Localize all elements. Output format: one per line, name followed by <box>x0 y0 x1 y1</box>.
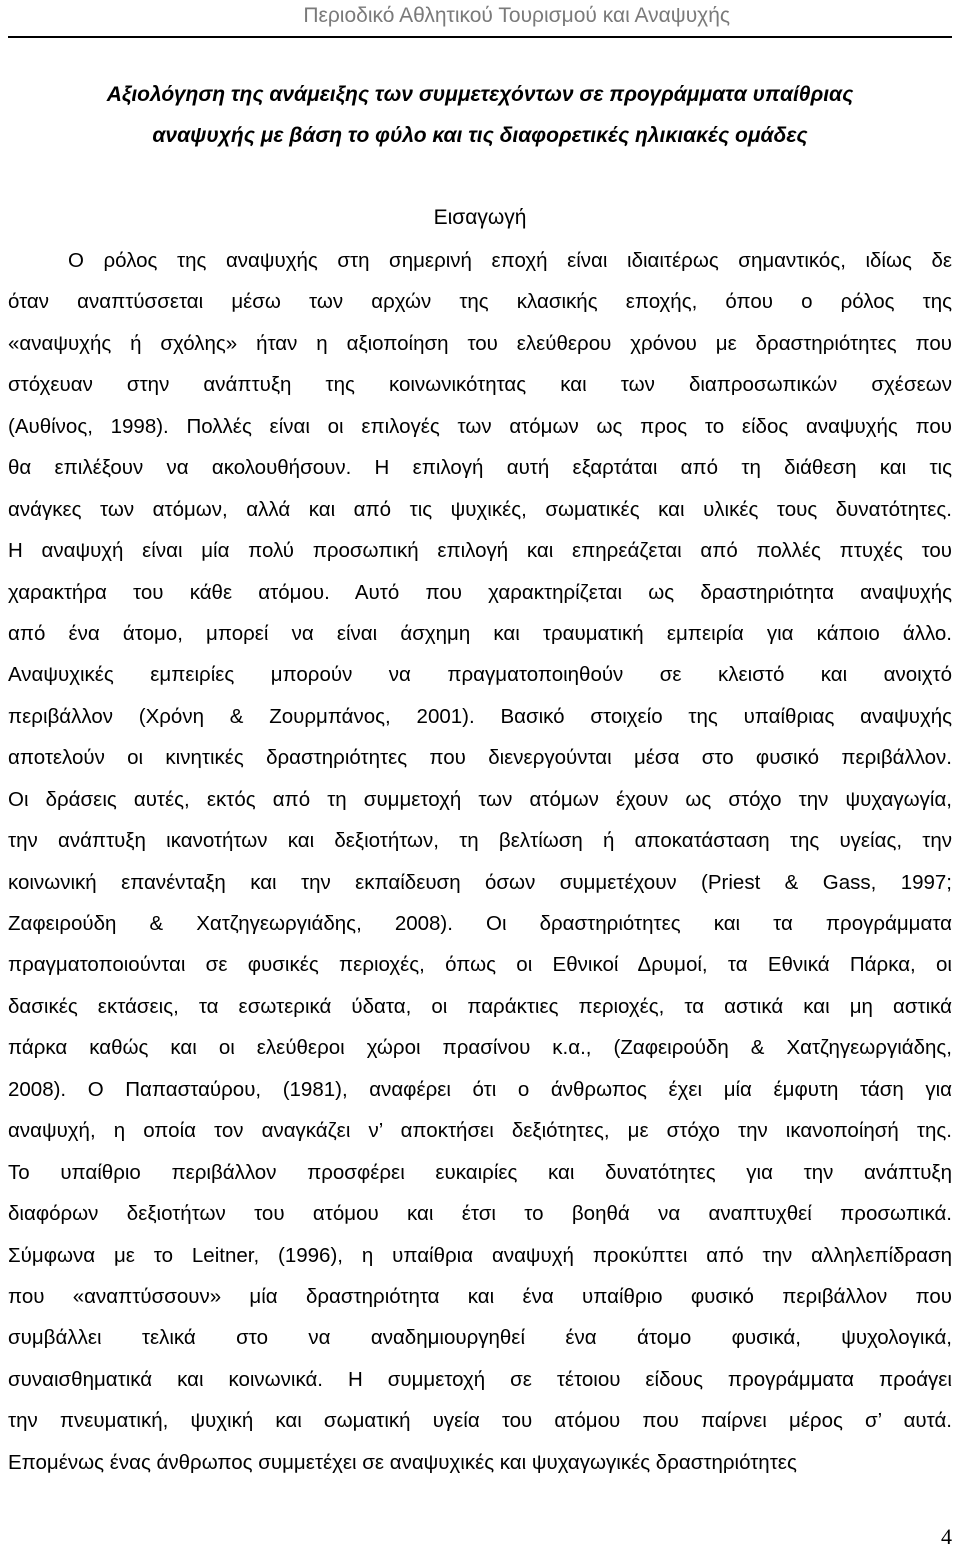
body-line: 2008). Ο Παπασταύρου, (1981), αναφέρει ότι ο άνθρωπος έχει μία έμφυτη τάση για <box>8 1077 952 1101</box>
body-line: Η αναψυχή είναι μία πολύ προσωπική επιλογή και επηρεάζεται από πολλές πτυχές του <box>8 539 952 563</box>
article-title-line: Αξιολόγηση της ανάμειξης των συμμετεχόντων σε προγράμματα υπαίθριας <box>106 83 854 106</box>
body-line: κοινωνική επανένταξη και την εκπαίδευση όσων συμμετέχουν (Priest & Gass, 1997; <box>8 870 952 894</box>
body-line: Οι δράσεις αυτές, εκτός από τη συμμετοχή των ατόμων έχουν ως στόχο την ψυχαγωγία, <box>8 787 952 811</box>
body-line: από ένα άτομο, μπορεί να είναι άσχημη και τραυματική εμπειρία για κάποιο άλλο. <box>8 621 952 645</box>
body-line: πραγματοποιούνται σε φυσικές περιοχές, όπως οι Εθνικοί Δρυμοί, τα Εθνικά Πάρκα, οι <box>8 953 952 977</box>
body-line: Σύμφωνα με το Leitner, (1996), η υπαίθρια αναψυχή προκύπτει από την αλληλεπίδραση <box>8 1243 952 1267</box>
body-line: πάρκα καθώς και οι ελεύθεροι χώροι πρασίνου κ.α., (Ζαφειρούδη & Χατζηγεωργιάδης, <box>8 1036 952 1060</box>
body-line: την πνευματική, ψυχική και σωματική υγεία του ατόμου που παίρνει μέρος σ’ αυτά. <box>8 1409 952 1433</box>
body-line: συμβάλλει τελικά στο να αναδημιουργηθεί ένα άτομο φυσικά, ψυχολογικά, <box>8 1326 952 1350</box>
article-title-line: αναψυχής με βάση το φύλο και τις διαφορετικές ηλικιακές ομάδες <box>152 124 808 147</box>
body-line: περιβάλλον (Χρόνη & Ζουρμπάνος, 2001). Βασικό στοιχείο της υπαίθριας αναψυχής <box>8 704 952 728</box>
body-line: Ο ρόλος της αναψυχής στη σημερινή εποχή είναι ιδιαιτέρως σημαντικός, ιδίως δε <box>68 249 952 272</box>
body-line: Ζαφειρούδη & Χατζηγεωργιάδης, 2008). Οι δραστηριότητες και τα προγράμματα <box>8 912 952 935</box>
page-number: 4 <box>941 1524 952 1549</box>
body-line: Το υπαίθριο περιβάλλον προσφέρει ευκαιρίες και δυνατότητες για την ανάπτυξη <box>8 1160 952 1184</box>
body-line: χαρακτήρα του κάθε ατόμου. Αυτό που χαρακτηρίζεται ως δραστηριότητα αναψυχής <box>8 580 952 604</box>
body-line: «αναψυχής ή σχόλης» ήταν η αξιοποίηση του ελεύθερου χρόνου με δραστηριότητες που <box>8 331 952 355</box>
body-line: διαφόρων δεξιοτήτων του ατόμου και έτσι το βοηθά να αναπτυχθεί προσωπικά. <box>8 1202 952 1226</box>
header-divider <box>8 36 952 38</box>
body-line: (Αυθίνος, 1998). Πολλές είναι οι επιλογές των ατόμων ως προς το είδος αναψυχής που <box>8 414 952 438</box>
section-heading: Εισαγωγή <box>433 206 527 229</box>
body-line: που «αναπτύσσουν» μία δραστηριότητα και ένα υπαίθριο φυσικό περιβάλλον που <box>8 1284 952 1308</box>
body-line: την ανάπτυξη ικανοτήτων και δεξιοτήτων, τη βελτίωση ή αποκατάσταση της υγείας, την <box>8 829 952 853</box>
body-line: αποτελούν οι κινητικές δραστηριότητες που διενεργούνται μέσα στο φυσικό περιβάλλον. <box>8 746 952 770</box>
body-line: αναψυχή, η οποία τον αναγκάζει ν’ αποκτήσει δεξιότητες, με στόχο την ικανοποίησή της. <box>8 1119 952 1143</box>
body-line: θα επιλέξουν να ακολουθήσουν. Η επιλογή αυτή εξαρτάται από τη διάθεση και τις <box>8 456 952 480</box>
running-header: Περιοδικό Αθλητικού Τουρισμού και Αναψυχής <box>303 4 730 27</box>
body-line: στόχευαν στην ανάπτυξη της κοινωνικότητας και των διαπροσωπικών σχέσεων <box>8 373 952 397</box>
body-paragraph <box>8 240 952 1483</box>
body-line: Επομένως ένας άνθρωπος συμμετέχει σε αναψυχικές και ψυχαγωγικές δραστηριότητες <box>8 1450 797 1474</box>
body-line: συναισθηματικά και κοινωνικά. Η συμμετοχή σε τέτοιου είδους προγράμματα προάγει <box>8 1367 952 1391</box>
body-line: Αναψυχικές εμπειρίες μπορούν να πραγματοποιηθούν σε κλειστό και ανοιχτό <box>8 663 952 687</box>
body-line: όταν αναπτύσσεται μέσω των αρχών της κλασικής εποχής, όπου ο ρόλος της <box>8 290 952 314</box>
body-line: δασικές εκτάσεις, τα εσωτερικά ύδατα, οι παράκτιες περιοχές, τα αστικά και μη αστικά <box>8 994 952 1018</box>
article-title <box>0 74 960 156</box>
body-line: ανάγκες των ατόμων, αλλά και από τις ψυχικές, σωματικές και υλικές τους δυνατότητες. <box>8 497 952 521</box>
